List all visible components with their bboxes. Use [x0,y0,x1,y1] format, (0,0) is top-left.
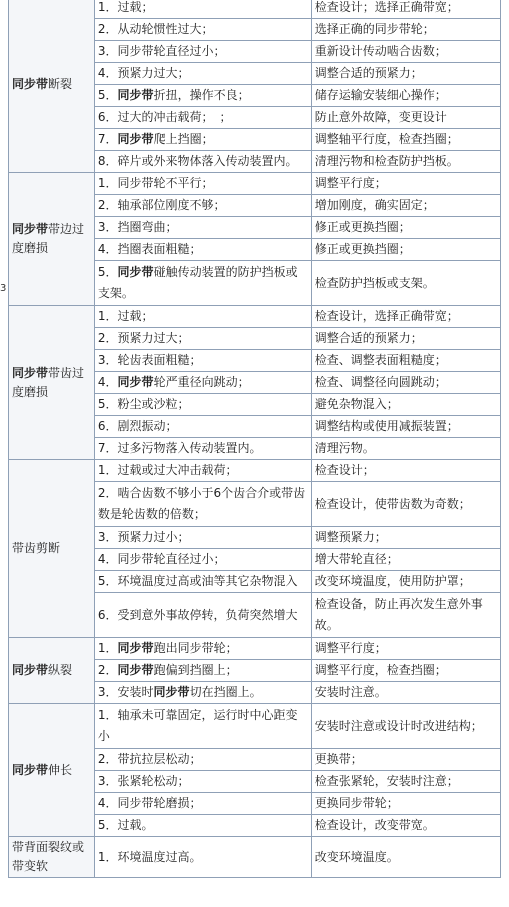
table-row [9,173,501,195]
cause-text-tail: 轮严重径向跳动； [153,375,250,389]
fault-category-label: 纵裂 [48,663,73,677]
cause-text-tail: 爬上挡圈； [153,132,214,146]
cause-bold-term: 同步带 [117,641,154,655]
remedy-cell: 清理污物。 [311,438,500,460]
cause-text: 7． [97,132,118,146]
remedy-cell: 避免杂物混入； [311,394,500,416]
troubleshooting-table [8,0,501,878]
cause-cell [94,0,311,19]
cause-bold-term: 同步带 [117,265,154,279]
cause-cell [94,372,311,394]
fault-category-bold: 同步带 [12,663,49,677]
cause-text-tail: 折扭，操作不良； [153,88,250,102]
cause-text: 3．张紧轮松动； [97,774,190,788]
cause-text: 3．挡圈弯曲； [97,220,178,234]
cause-cell [94,460,311,482]
fault-category-cell [9,460,95,638]
remedy-cell: 更换同步带轮； [311,793,500,815]
cause-text: 5． [97,265,118,279]
cause-cell [94,350,311,372]
table-row [9,837,501,878]
cause-text: 2． [97,663,118,677]
remedy-cell: 选择正确的同步带轮； [311,19,500,41]
fault-category-cell [9,306,95,460]
cause-cell [94,217,311,239]
remedy-cell: 清理污物和检查防护挡板。 [311,151,500,173]
cause-bold-term: 同步带 [117,88,154,102]
remedy-cell: 改变环境温度。 [311,837,500,878]
cause-cell [94,815,311,837]
remedy-cell: 安装时注意。 [311,682,500,704]
fault-category-bold: 同步带 [12,77,49,91]
remedy-cell: 调整结构或使用减振装置； [311,416,500,438]
remedy-cell: 检查设备，防止再次发生意外事故。 [311,593,500,638]
fault-category-bold: 同步带 [12,762,49,777]
remedy-cell: 修正或更换挡圈； [311,239,500,261]
fault-category-label: 断裂 [48,77,73,91]
cause-text: 6．剧烈振动； [97,419,178,433]
table-row [9,306,501,328]
remedy-cell: 储存运输安装细心操作； [311,85,500,107]
cause-cell [94,173,311,195]
cause-text: 1．同步带轮不平行； [97,176,214,190]
cause-bold-term: 同步带 [153,685,190,699]
cause-cell [94,837,311,878]
cause-text: 1．过载； [97,309,154,323]
remedy-cell: 检查设计； [311,460,500,482]
fault-category-bold: 同步带 [12,365,49,380]
remedy-cell: 安装时注意或设计时改进结构； [311,704,500,749]
cause-text: 1．轴承未可靠固定，运行时中心距变小 [97,708,298,743]
cause-cell [94,85,311,107]
cause-text: 4．同步带轮磨损； [97,796,202,810]
cause-cell [94,195,311,217]
remedy-cell: 调整合适的预紧力； [311,328,500,350]
left-page-margin [0,0,8,907]
fault-category-label: 伸长 [48,762,73,777]
remedy-cell: 检查设计，选择正确带宽； [311,306,500,328]
cause-cell [94,593,311,638]
cause-cell [94,749,311,771]
cause-text-tail: 碰触传动装置的防护挡板或支架。 [97,265,298,300]
fault-category-cell [9,638,95,704]
cause-text: 5．过载。 [97,818,154,832]
cause-text: 6．过大的冲击载荷； ； [97,110,232,124]
cause-text: 2．轴承部位刚度不够； [97,198,226,212]
cause-cell [94,438,311,460]
cause-cell [94,549,311,571]
fault-category-label: 带边过度磨损 [12,222,85,255]
cause-cell [94,41,311,63]
fault-category-cell [9,0,95,173]
cause-text: 4．同步带轮直径过小； [97,552,226,566]
remedy-cell: 检查设计，使带齿数为奇数； [311,482,500,527]
cause-cell [94,151,311,173]
remedy-cell: 检查设计；选择正确带宽； [311,0,500,19]
cause-cell [94,771,311,793]
cause-cell [94,527,311,549]
cause-text: 4．挡圈表面粗糙； [97,242,202,256]
fault-category-cell [9,173,95,306]
cause-bold-term: 同步带 [117,375,154,389]
fault-category-cell [9,837,95,878]
remedy-cell: 调整平行度； [311,173,500,195]
fault-category-cell [9,704,95,837]
cause-text: 3．安装时 [97,685,154,699]
table-row [9,704,501,749]
cause-text-tail: 跑偏到挡圈上； [153,663,238,677]
remedy-cell: 重新设计传动啮合齿数； [311,41,500,63]
cause-bold-term: 同步带 [117,663,154,677]
cause-text: 1． [97,641,118,655]
fault-category-label: 带齿剪断 [12,541,61,555]
cause-text: 2．带抗拉层松动； [97,752,202,766]
cause-bold-term: 同步带 [117,132,154,146]
remedy-cell: 改变环境温度，使用防护罩； [311,571,500,593]
cause-text: 5．环境温度过高或油等其它杂物混入 [97,574,298,588]
cause-text: 8．碎片或外来物体落入传动装置内。 [97,154,298,168]
cause-text-tail: 跑出同步带轮； [153,641,238,655]
remedy-cell: 更换带； [311,749,500,771]
remedy-cell: 防止意外故障，变更设计 [311,107,500,129]
table-row [9,0,501,19]
cause-cell [94,638,311,660]
cause-text: 4．预紧力过大； [97,66,190,80]
remedy-cell: 调整合适的预紧力； [311,63,500,85]
cause-text: 2．从动轮惯性过大； [97,22,214,36]
cause-text: 4． [97,375,118,389]
fault-category-label: 带背面裂纹或带变软 [12,840,85,873]
cause-cell [94,704,311,749]
cause-cell [94,682,311,704]
remedy-cell: 调整平行度； [311,638,500,660]
cause-cell [94,571,311,593]
remedy-cell: 检查设计，改变带宽。 [311,815,500,837]
fault-category-label: 带齿过度磨损 [12,365,85,399]
cause-cell [94,660,311,682]
remedy-cell: 增大带轮直径； [311,549,500,571]
cause-text: 2．预紧力过大； [97,331,190,345]
table-row [9,638,501,660]
cause-cell [94,19,311,41]
table-body [9,0,501,878]
remedy-cell: 检查防护挡板或支架。 [311,261,500,306]
cause-text: 3．轮齿表面粗糙； [97,353,202,367]
table-row [9,460,501,482]
cause-cell [94,394,311,416]
cause-text: 2．啮合齿数不够小于6个齿合介或带齿数是轮齿数的倍数； [97,486,306,521]
cause-text: 5．粉尘或沙粒； [97,397,190,411]
cause-cell [94,328,311,350]
cause-cell [94,129,311,151]
remedy-cell: 调整平行度，检查挡圈； [311,660,500,682]
cause-text: 1．过载； [97,0,154,14]
remedy-cell: 修正或更换挡圈； [311,217,500,239]
remedy-cell: 调整轴平行度，检查挡圈； [311,129,500,151]
cause-text: 5． [97,88,118,102]
cause-text-tail: 切在挡圈上。 [189,685,262,699]
cause-cell [94,261,311,306]
cause-cell [94,63,311,85]
cause-cell [94,793,311,815]
remedy-cell: 检查、调整径向圆跳动； [311,372,500,394]
cause-text: 1．环境温度过高。 [97,849,202,864]
cause-cell [94,107,311,129]
cause-text: 1．过载或过大冲击载荷； [97,463,238,477]
cause-text: 7．过多污物落入传动装置内。 [97,441,262,455]
cause-text: 3．同步带轮直径过小； [97,44,226,58]
cause-cell [94,239,311,261]
cause-cell [94,482,311,527]
cause-cell [94,416,311,438]
remedy-cell: 增加刚度，确实固定； [311,195,500,217]
remedy-cell: 检查张紧轮，安装时注意； [311,771,500,793]
fault-category-bold: 同步带 [12,222,49,236]
remedy-cell: 调整预紧力； [311,527,500,549]
cause-cell [94,306,311,328]
cause-text: 3．预紧力过小； [97,530,190,544]
cause-text: 6．受到意外事故停转，负荷突然增大 [97,607,298,622]
remedy-cell: 检查、调整表面粗糙度； [311,350,500,372]
sidebar-mark: 3 [0,283,7,294]
